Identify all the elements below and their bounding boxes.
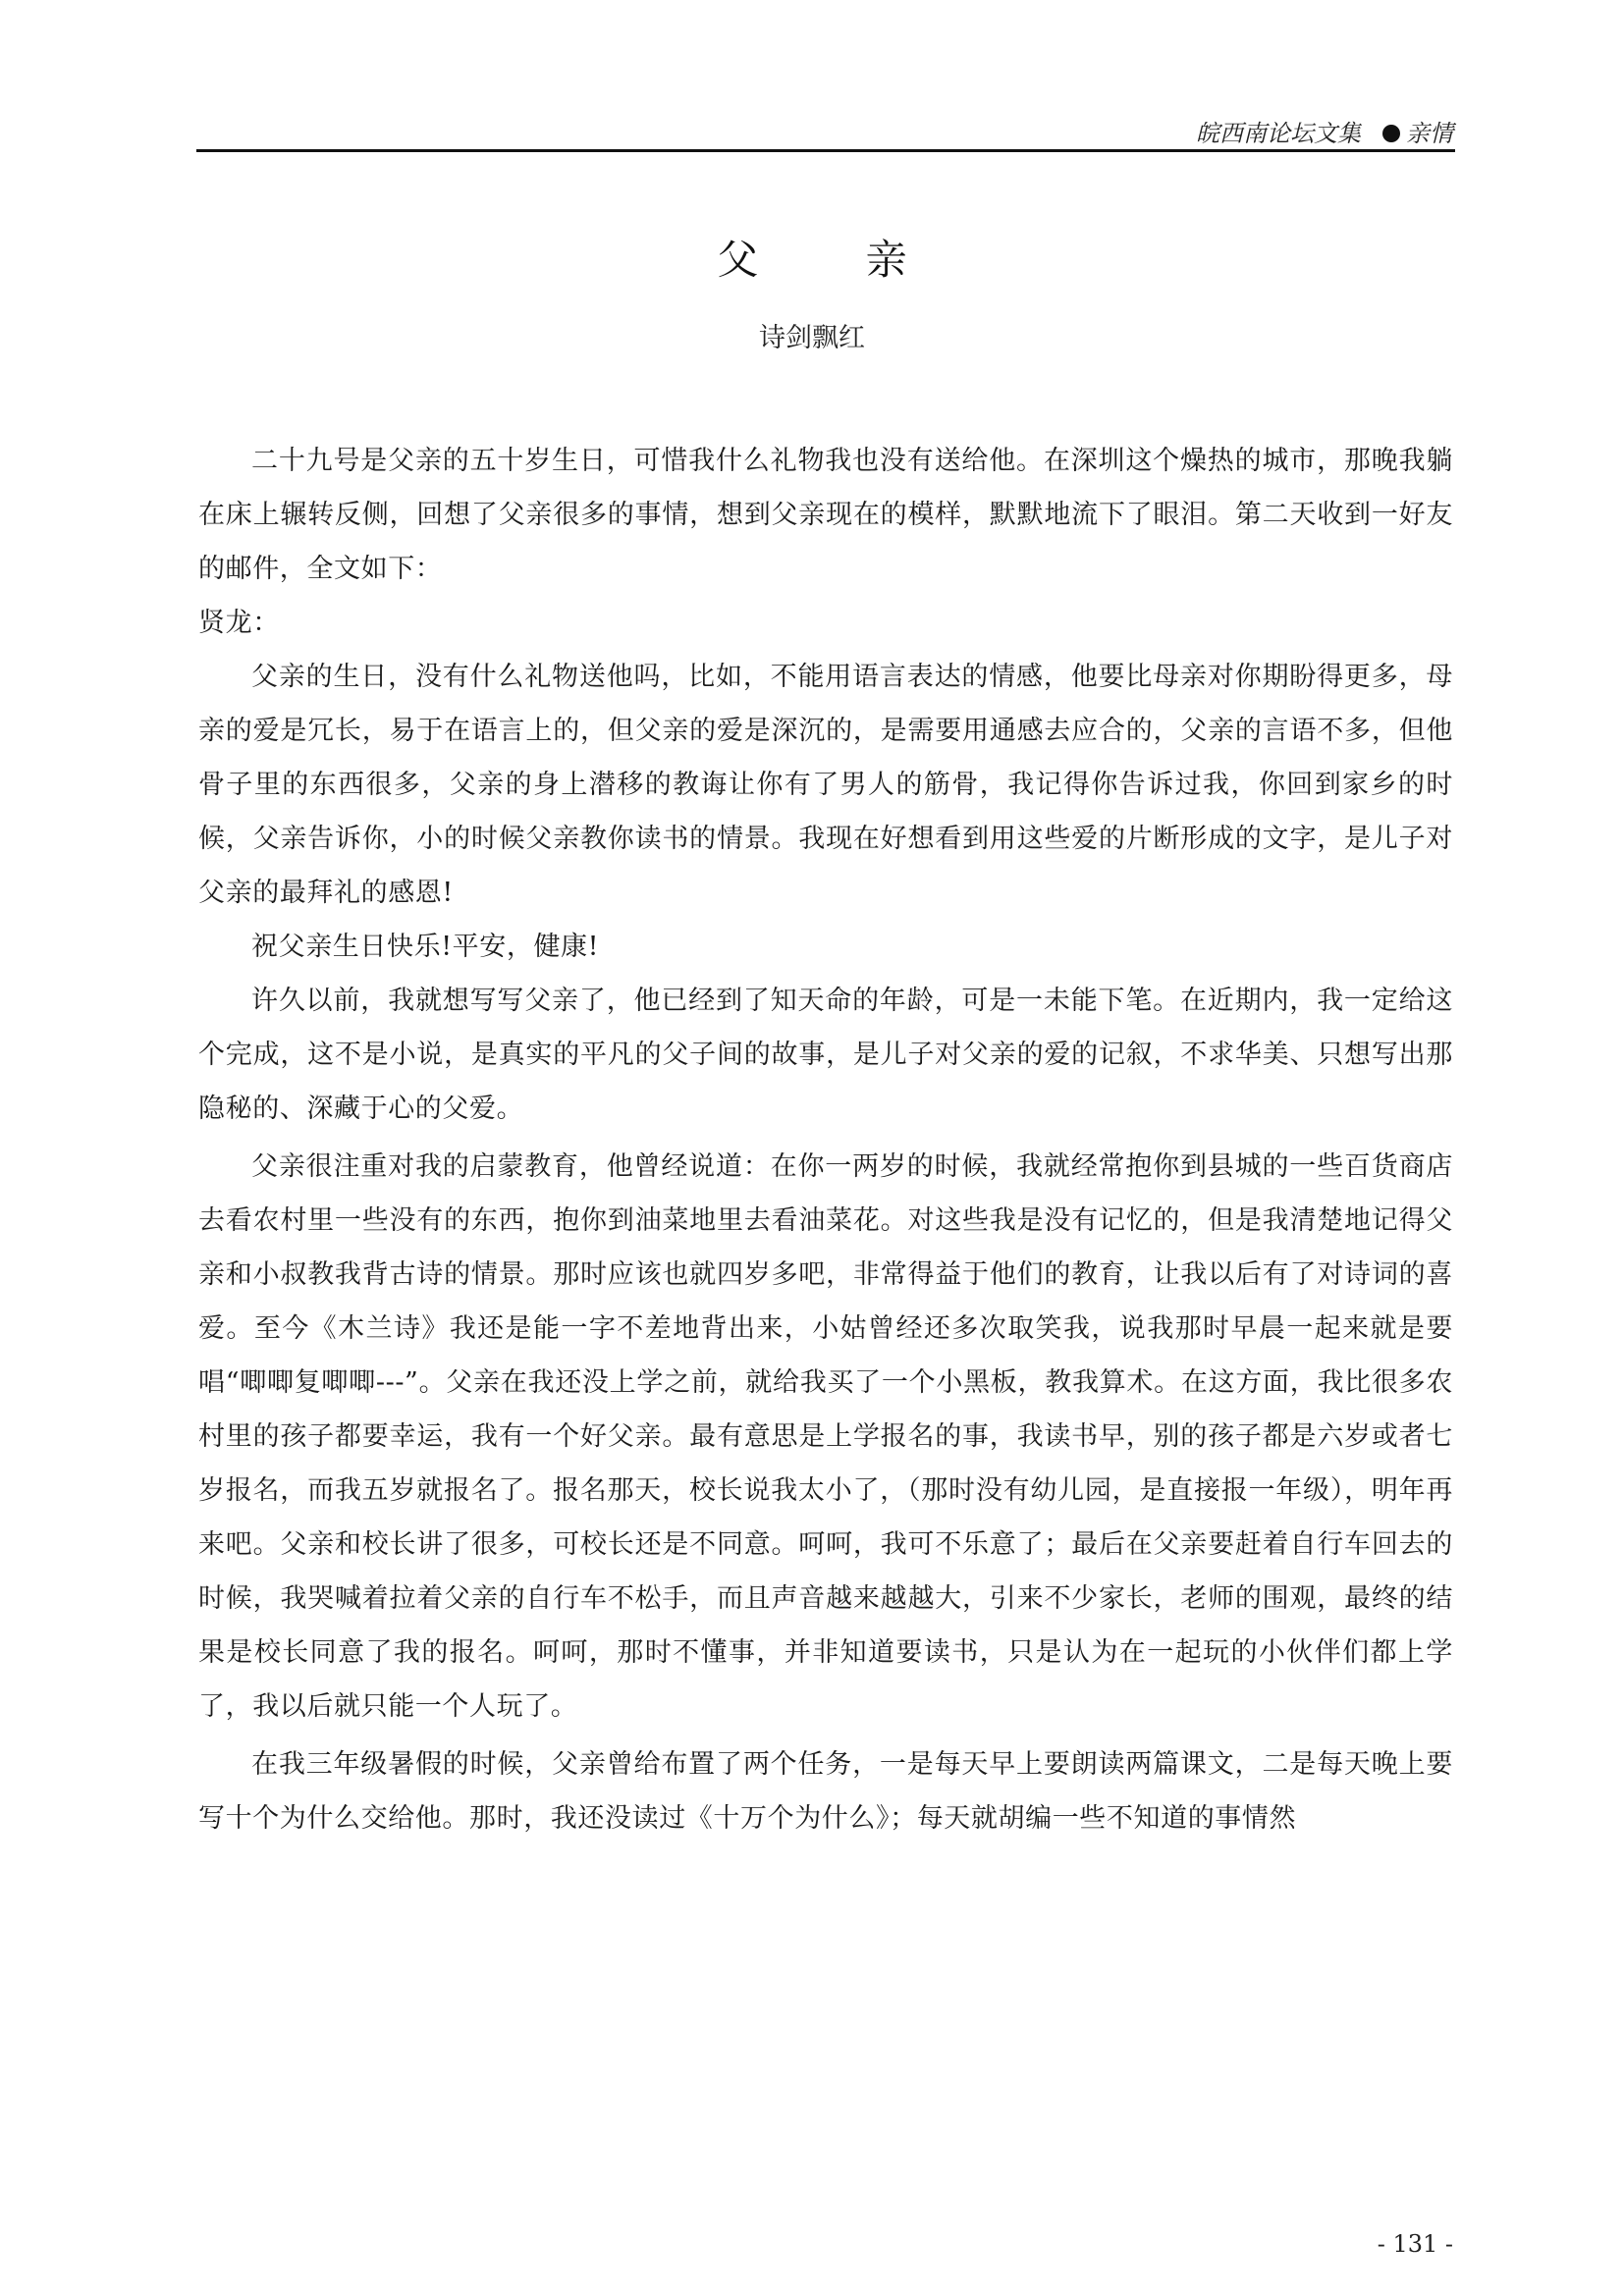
paragraph: 父亲的生日，没有什么礼物送他吗，比如，不能用语言表达的情感，他要比母亲对你期盼得更多，母亲的爱是冗长，易于在语言上的，但父亲的爱是深沉的，是需要用通感去应合的，父亲的言语不多，但他骨子里的东西很多，父亲的身上潜移的教诲让你有了男人的筋骨，我记得你告诉过我，你回到家乡的时候，父亲告诉你，小的时候父亲教你读书的情景。我现在好想看到用这些爱的片断形成的文字，是儿子对父亲的最拜礼的感恩! (198, 662, 1453, 908)
header-rule (196, 149, 1455, 152)
article-author: 诗剑飘红 (759, 323, 865, 353)
paragraph: 在我三年级暑假的时候，父亲曾给布置了两个任务，一是每天早上要朗读两篇课文，二是每天晚上要写十个为什么交给他。那时，我还没读过《十万个为什么》；每天就胡编一些不知道的事情然 (198, 1749, 1453, 1834)
paragraph: 二十九号是父亲的五十岁生日，可惜我什么礼物我也没有送给他。在深圳这个燥热的城市，那晚我躺在床上辗转反侧，回想了父亲很多的事情，想到父亲现在的模样，默默地流下了眼泪。第二天收到一好友的邮件，全文如下： (198, 446, 1453, 584)
paragraph: 祝父亲生日快乐!平安，健康! (251, 932, 600, 962)
header-collection: 皖西南论坛文集 (1196, 120, 1361, 147)
paragraph: 许久以前，我就想写写父亲了，他已经到了知天命的年龄，可是一未能下笔。在近期内，我一定给这个完成，这不是小说，是真实的平凡的父子间的故事，是儿子对父亲的爱的记叙，不求华美、只想写出那隐秘的、深藏于心的父爱。 (198, 986, 1453, 1124)
page-number: - 131 - (1377, 2230, 1453, 2258)
article-body (198, 434, 1453, 1845)
paragraph-salutation: 贤龙： (198, 608, 280, 638)
running-header (196, 110, 1453, 149)
article-title: 父 亲 (717, 236, 954, 284)
header-text (1196, 114, 1453, 148)
header-section: 亲情 (1406, 120, 1453, 147)
bullet-icon (1382, 125, 1400, 142)
paragraph: 父亲很注重对我的启蒙教育，他曾经说道：在你一两岁的时候，我就经常抱你到县城的一些百货商店去看农村里一些没有的东西，抱你到油菜地里去看油菜花。对这些我是没有记忆的，但是我清楚地记得父亲和小叔教我背古诗的情景。那时应该也就四岁多吧，非常得益于他们的教育，让我以后有了对诗词的喜爱。至今《木兰诗》我还是能一字不差地背出来，小姑曾经还多次取笑我，说我那时早晨一起来就是要唱“唧唧复唧唧---”。父亲在我还没上学之前，就给我买了一个小黑板，教我算术。在这方面，我比很多农村里的孩子都要幸运，我有一个好父亲。最有意思是上学报名的事，我读书早，别的孩子都是六岁或者七岁报名，而我五岁就报名了。报名那天，校长说我太小了，（那时没有幼儿园，是直接报一年级），明年再来吧。父亲和校长讲了很多，可校长还是不同意。呵呵，我可不乐意了；最后在父亲要赶着自行车回去的时候，我哭喊着拉着父亲的自行车不松手，而且声音越来越越大，引来不少家长，老师的围观，最终的结果是校长同意了我的报名。呵呵，那时不懂事，并非知道要读书，只是认为在一起玩的小伙伴们都上学了，我以后就只能一个人玩了。 (198, 1151, 1453, 1722)
